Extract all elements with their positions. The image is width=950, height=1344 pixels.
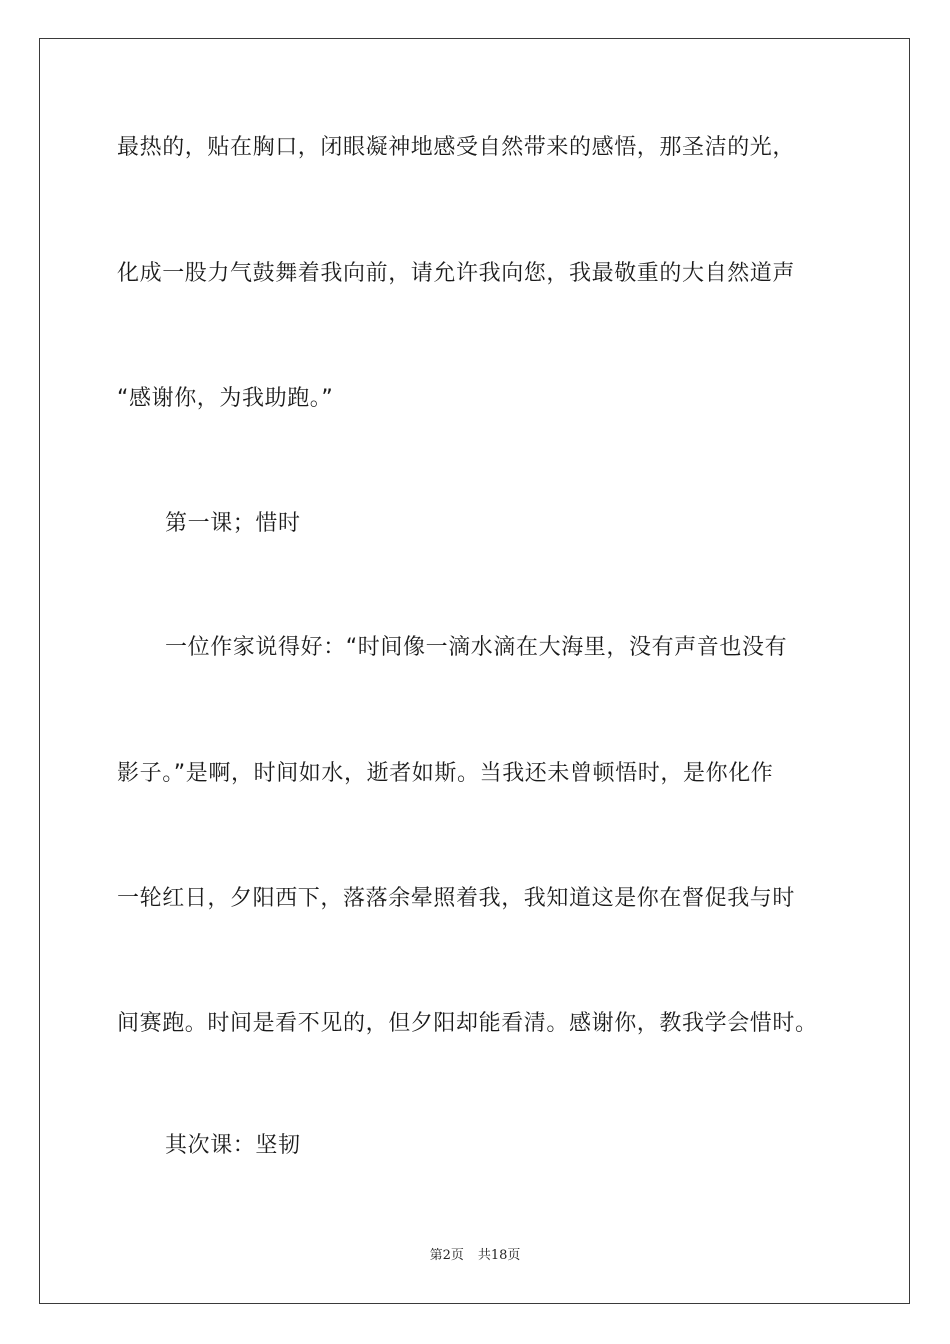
section-heading: 其次课：坚韧 [165, 1133, 301, 1158]
page-border [39, 38, 910, 1304]
body-text-line: 一位作家说得好：“时间像一滴水滴在大海里，没有声音也没有 [165, 635, 788, 660]
body-text-line: “感谢你，为我助跑。” [117, 386, 334, 411]
body-text-line: 化成一股力气鼓舞着我向前，请允许我向您，我最敬重的大自然道声 [117, 261, 796, 286]
section-heading: 第一课；惜时 [165, 511, 301, 536]
body-text-line: 影子。”是啊，时间如水，逝者如斯。当我还未曾顿悟时，是你化作 [117, 761, 774, 786]
current-page-number: 第2页 [429, 1248, 464, 1263]
body-text-line: 间赛跑。时间是看不见的，但夕阳却能看清。感谢你，教我学会惜时。 [117, 1011, 818, 1036]
body-text-line: 最热的，贴在胸口，闭眼凝神地感受自然带来的感悟，那圣洁的光， [117, 135, 796, 160]
page-footer [0, 1246, 950, 1266]
total-pages: 共18页 [477, 1248, 521, 1263]
body-text-line: 一轮红日，夕阳西下，落落余晕照着我，我知道这是你在督促我与时 [117, 886, 796, 911]
